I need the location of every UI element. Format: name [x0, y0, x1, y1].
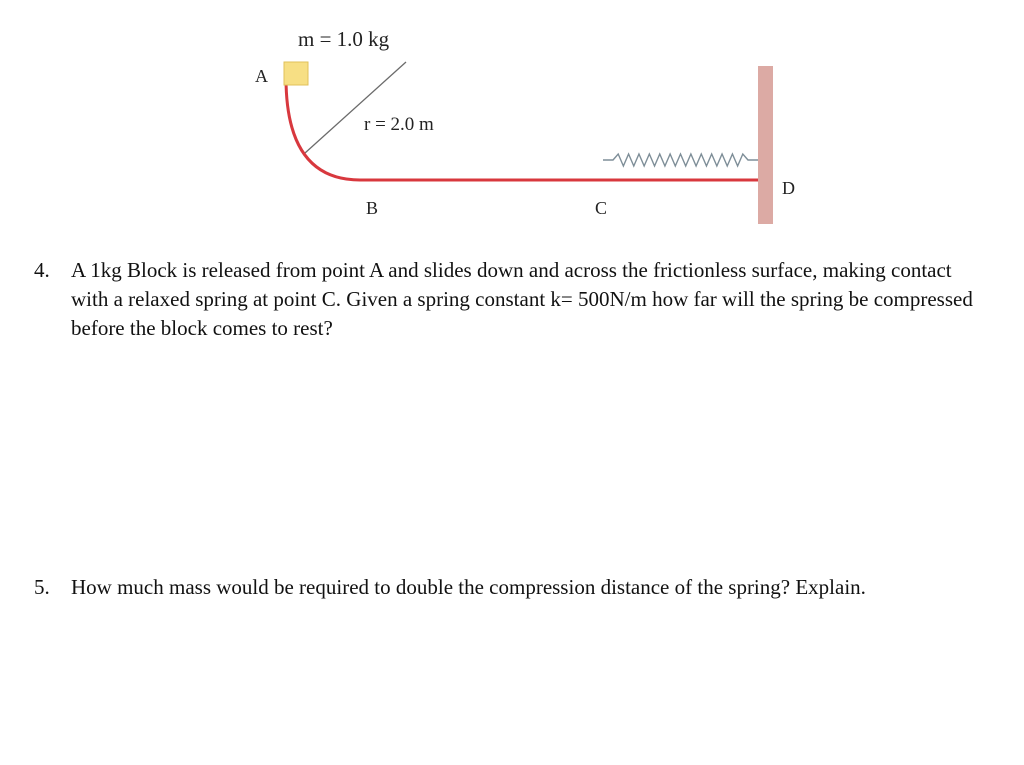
physics-diagram	[0, 0, 1024, 240]
question-number: 5.	[34, 575, 50, 599]
point-a-label: A	[255, 66, 268, 86]
question-text: How much mass would be required to double the compression distance of the spring? Explain.	[71, 575, 866, 599]
radius-label: r = 2.0 m	[364, 114, 434, 135]
radius-line	[305, 62, 406, 153]
point-b-label: B	[366, 198, 379, 218]
point-c-label: C	[595, 198, 608, 218]
question-number: 4.	[34, 258, 50, 282]
mass-label: m = 1.0 kg	[298, 27, 390, 51]
point-d-label: D	[782, 178, 795, 198]
block	[284, 62, 308, 85]
spring	[603, 154, 758, 166]
track	[286, 78, 758, 180]
question-text: A 1kg Block is released from point A and slides down and across the frictionless surface, making contact with a relaxed spring at point C. Given a spring constant k= 500N/m how far will the spring be compressed before the block comes to rest?	[71, 258, 973, 340]
question-4	[34, 256, 984, 343]
wall	[758, 66, 773, 224]
question-5	[34, 573, 984, 602]
